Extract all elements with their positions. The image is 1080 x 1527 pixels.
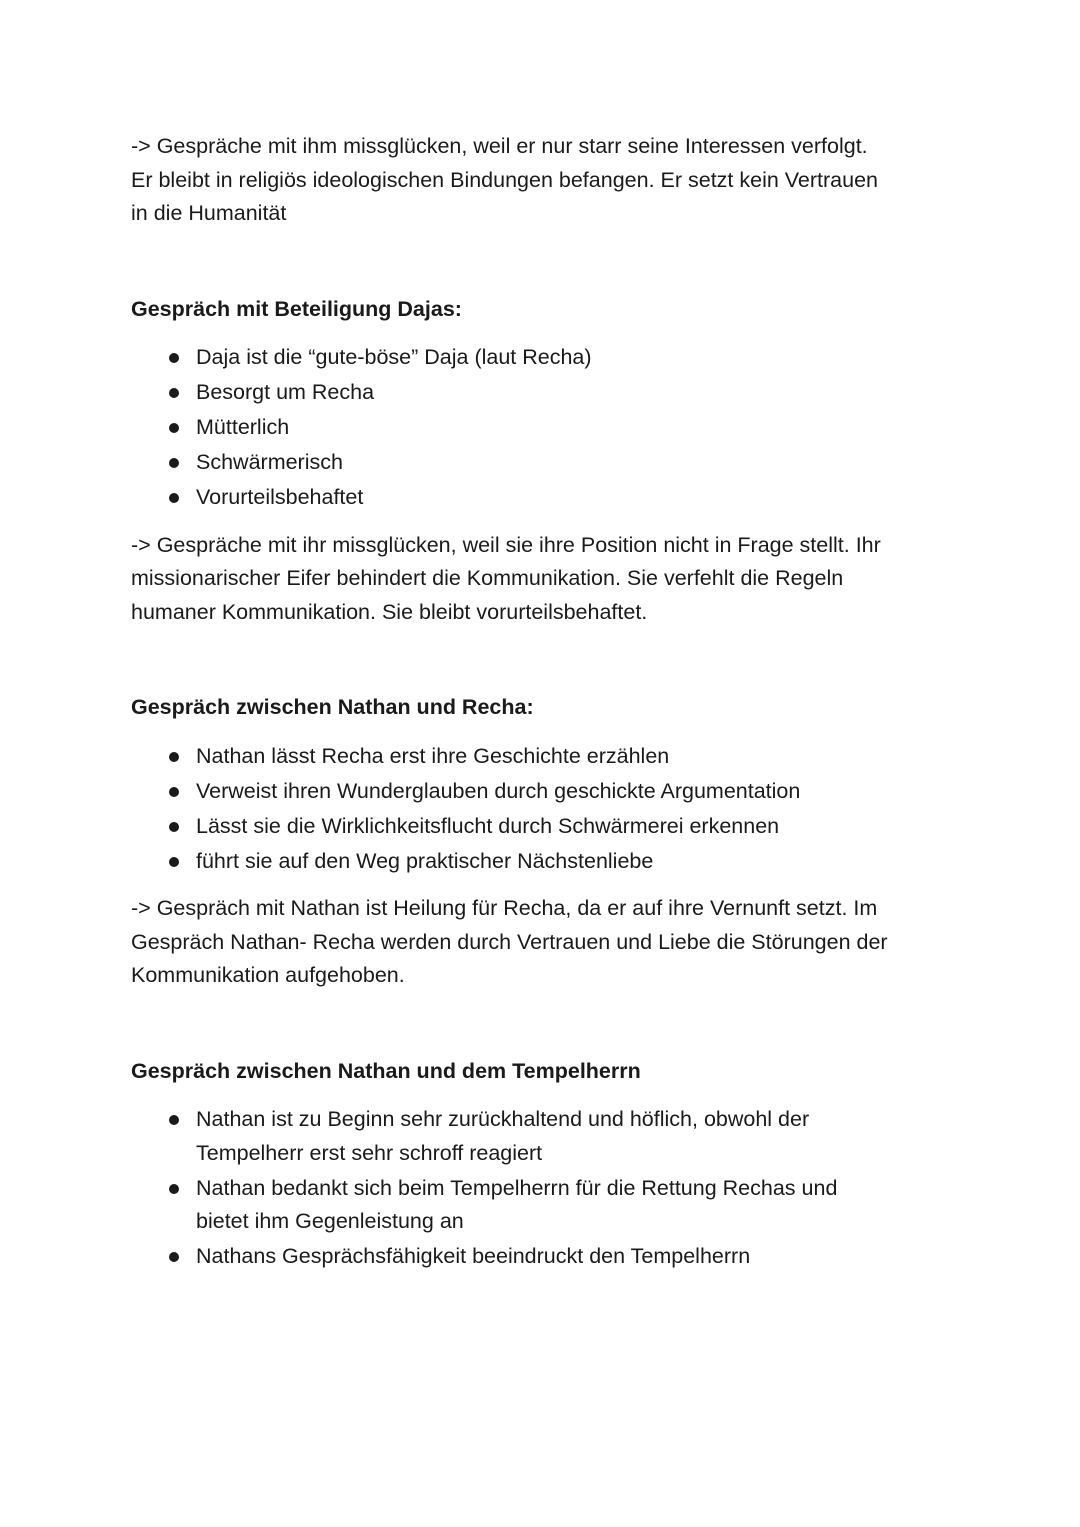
list-item: Schwärmerisch	[131, 446, 951, 480]
bullet-list	[131, 740, 951, 879]
bullet-icon	[169, 787, 179, 797]
list-item: Vorurteilsbehaftet	[131, 481, 951, 515]
bullet-list	[131, 341, 951, 515]
list-item: Lässt sie die Wirklichkeitsflucht durch Schwärmerei erkennen	[131, 810, 951, 844]
section-conclusion: -> Gespräche mit ihr missglücken, weil sie ihre Position nicht in Frage stellt. Ihr missionarischer Eifer behindert die Kommunikation. Sie verfehlt die Regeln humaner Kommunikation. Sie bleibt vorurteilsbehaftet.	[131, 532, 881, 624]
list-item: führt sie auf den Weg praktischer Nächstenliebe	[131, 845, 951, 879]
list-item: Nathan bedankt sich beim Tempelherrn für die Rettung Rechas und bietet ihm Gegenleistung an	[131, 1172, 951, 1239]
bullet-list	[131, 1103, 951, 1274]
section-heading: Gespräch zwischen Nathan und dem Tempelherrn	[131, 1058, 641, 1083]
bullet-icon	[169, 458, 179, 468]
bullet-icon	[169, 1184, 179, 1194]
bullet-icon	[169, 388, 179, 398]
bullet-icon	[169, 752, 179, 762]
list-item: Verweist ihren Wunderglauben durch geschickte Argumentation	[131, 775, 951, 809]
section-heading: Gespräch mit Beteiligung Dajas:	[131, 296, 462, 321]
list-item: Nathans Gesprächsfähigkeit beeindruckt den Tempelherrn	[131, 1240, 951, 1274]
bullet-icon	[169, 1115, 179, 1125]
list-item: Nathan ist zu Beginn sehr zurückhaltend und höflich, obwohl der Tempelherr erst sehr schroff reagiert	[131, 1103, 951, 1170]
section-heading: Gespräch zwischen Nathan und Recha:	[131, 695, 534, 719]
document-page	[131, 130, 951, 1275]
bullet-icon	[169, 493, 179, 503]
section-conclusion: -> Gespräch mit Nathan ist Heilung für Recha, da er auf ihre Vernunft setzt. Im Gespräch Nathan- Recha werden durch Vertrauen und Liebe die Störungen der Kommunikation aufgehoben.	[131, 896, 888, 987]
list-item: Besorgt um Recha	[131, 376, 951, 410]
bullet-icon	[169, 1252, 179, 1262]
bullet-icon	[169, 822, 179, 832]
list-item: Daja ist die “gute-böse” Daja (laut Recha)	[131, 341, 951, 375]
intro-line: Er bleibt in religiös ideologischen Bindungen befangen. Er setzt kein Vertrauen	[131, 167, 879, 192]
list-item: Mütterlich	[131, 411, 951, 445]
section-nathan-tempelherr	[131, 1055, 951, 1274]
bullet-icon	[169, 353, 179, 363]
list-item: Nathan lässt Recha erst ihre Geschichte erzählen	[131, 740, 951, 774]
bullet-icon	[169, 857, 179, 867]
intro-line: -> Gespräche mit ihm missglücken, weil er nur starr seine Interessen verfolgt.	[131, 134, 868, 158]
section-nathan-recha	[131, 691, 951, 993]
intro-line: in die Humanität	[131, 201, 287, 225]
bullet-icon	[169, 423, 179, 433]
section-daja	[131, 293, 951, 630]
intro-paragraph	[131, 130, 951, 231]
